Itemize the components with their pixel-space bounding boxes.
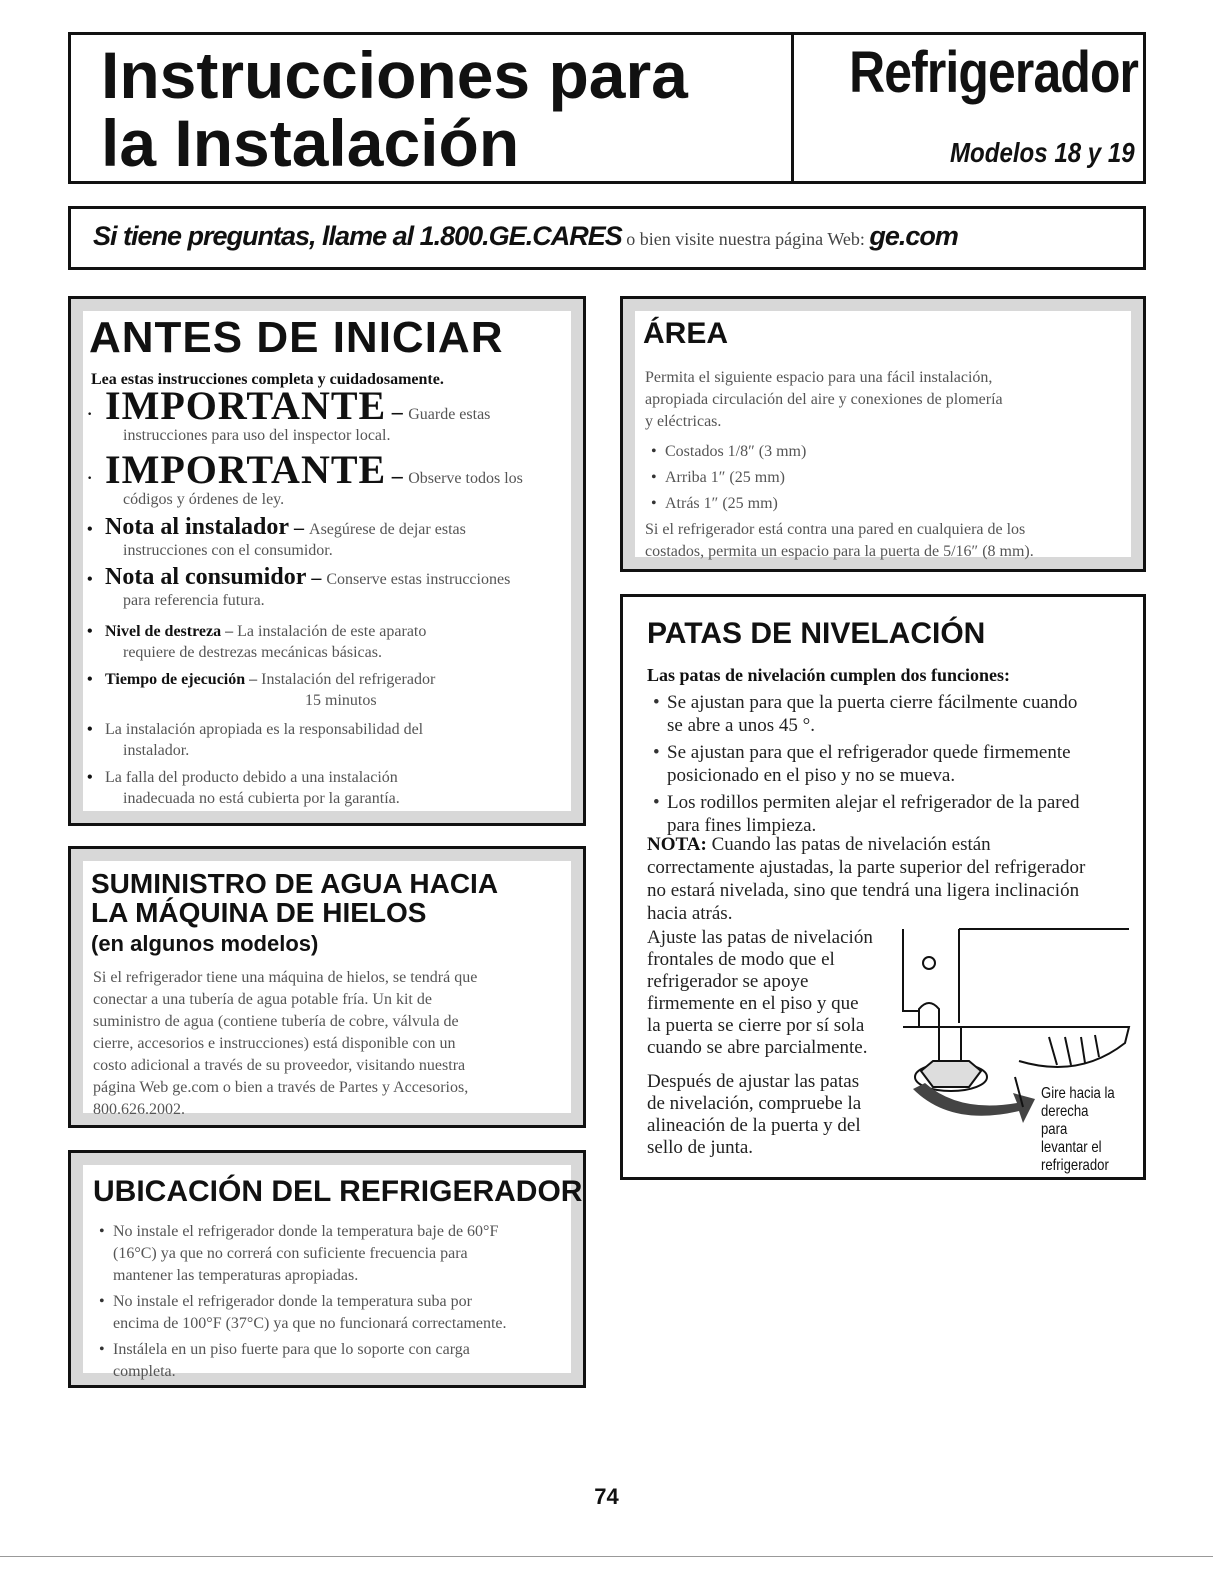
list-item: • No instale el refrigerador donde la temperatura suba por encima de 100°F (37°C) ya que no funcionará correctamente.	[93, 1291, 563, 1335]
list-item: • Nota al instalador – Asegúrese de dejar estas instrucciones con el consumidor.	[87, 514, 466, 559]
functions-list	[647, 691, 1122, 841]
contact-regular-text: o bien visite nuestra página Web:	[621, 229, 870, 249]
product-name: Refrigerador	[849, 40, 1139, 105]
section-title: SUMINISTRO DE AGUA HACIA LA MÁQUINA DE HIELOS	[91, 868, 499, 928]
section-body	[93, 1221, 563, 1383]
adjust-paragraph: Ajuste las patas de nivelación frontales de modo que el refrigerador se apoye firmemente en el piso y que la puerta se cierre por sí sola cuando se abre parcialmente.	[647, 927, 873, 1058]
callout-label: Gire hacia la derecha para levantar el refrigerador	[1041, 1085, 1115, 1174]
models-subtitle: Modelos 18 y 19	[949, 137, 1135, 168]
contact-phone-text: Si tiene preguntas, llame al 1.800.GE.CARES	[93, 221, 622, 251]
section-body: Permita el siguiente espacio para una fácil instalación, apropiada circulación del aire y conexiones de plomería y eléctricas. • Costados 1/8″ (3 mm) • Arriba 1″ (25 mm) • Atrás 1″ (25 mm) Si el refrigerador está contra una pared en cualquiera de los costados, permita un espacio para la puerta de 5/16″ (8 mm).	[645, 367, 1115, 563]
list-item: • La falla del producto debido a una instalación inadecuada no está cubierta por la garantía.	[87, 769, 400, 807]
list-item: • La instalación apropiada es la responsabilidad del instalador.	[87, 721, 424, 759]
list-item: • Los rodillos permiten alejar el refrigerador de la pared para fines limpieza.	[647, 791, 1122, 837]
title-line-1: Instrucciones para	[101, 38, 688, 112]
contact-bar	[68, 206, 1146, 270]
section-area	[620, 296, 1146, 572]
list-item: • Nivel de destreza – La instalación de este aparato requiere de destrezas mecánicas básicas.	[87, 623, 427, 661]
nota-paragraph: NOTA: Cuando las patas de nivelación están correctamente ajustadas, la parte superior del refrigerador no estará nivelada, sino que tendrá una ligera inclinación hacia atrás.	[647, 834, 1086, 924]
list-item: · IMPORTANTE – Observe todos los códigos y órdenes de ley.	[87, 447, 523, 508]
section-title: UBICACIÓN DEL REFRIGERADOR	[93, 1175, 583, 1208]
page-number: 74	[594, 1484, 619, 1509]
bottom-rule	[0, 1556, 1213, 1557]
list-item: • No instale el refrigerador donde la temperatura baje de 60°F (16°C) ya que no correrá con suficiente frecuencia para mantener las temperaturas apropiadas.	[93, 1221, 563, 1287]
section-ubicacion	[68, 1150, 586, 1388]
after-paragraph: Después de ajustar las patas de nivelación, compruebe la alineación de la puerta y del sello de junta.	[647, 1071, 862, 1158]
section-body: Si el refrigerador tiene una máquina de hielos, se tendrá que conectar a una tubería de agua potable fría. Un kit de suministro de agua (contiene tubería de cobre, válvula de cierre, accesorios e instrucciones) está disponible con un costo adicional a través de su proveedor, visitando nuestra página Web ge.com o bien a través de Partes y Accesorios, 800.626.2002.	[93, 969, 478, 1118]
section-lead: Las patas de nivelación cumplen dos funciones:	[647, 665, 1011, 685]
title-line-2: la Instalación	[101, 106, 520, 180]
list-item: • Tiempo de ejecución – Instalación del refrigerador 15 minutos	[87, 671, 436, 709]
section-title: PATAS DE NIVELACIÓN	[647, 617, 986, 650]
list-item: • Nota al consumidor – Conserve estas instrucciones para referencia futura.	[87, 564, 511, 609]
section-intro: Lea estas instrucciones completa y cuidadosamente.	[91, 371, 444, 388]
list-item: • Arriba 1″ (25 mm)	[645, 467, 1115, 489]
document-header	[68, 32, 1146, 184]
section-patas-de-nivelacion	[620, 594, 1146, 1180]
section-title: ANTES DE INICIAR	[89, 313, 504, 362]
list-item: • Instálela en un piso fuerte para que lo soporte con carga completa.	[93, 1339, 563, 1383]
section-title: ÁREA	[643, 317, 729, 350]
section-antes-de-iniciar	[68, 296, 586, 826]
list-item: • Costados 1/8″ (3 mm)	[645, 441, 1115, 463]
section-subtitle: (en algunos modelos)	[91, 931, 319, 956]
list-item: • Atrás 1″ (25 mm)	[645, 493, 1115, 515]
list-item: • Se ajustan para que la puerta cierre fácilmente cuando se abre a unos 45 °.	[647, 691, 1122, 737]
list-item: · IMPORTANTE – Guarde estas instrucciones para uso del inspector local.	[87, 383, 491, 444]
header-divider	[791, 35, 794, 181]
website-link[interactable]: ge.com	[869, 221, 958, 251]
section-suministro-de-agua	[68, 846, 586, 1128]
list-item: • Se ajustan para que el refrigerador quede firmemente posicionado en el piso y no se mueva.	[647, 741, 1122, 787]
document-title	[101, 38, 781, 180]
